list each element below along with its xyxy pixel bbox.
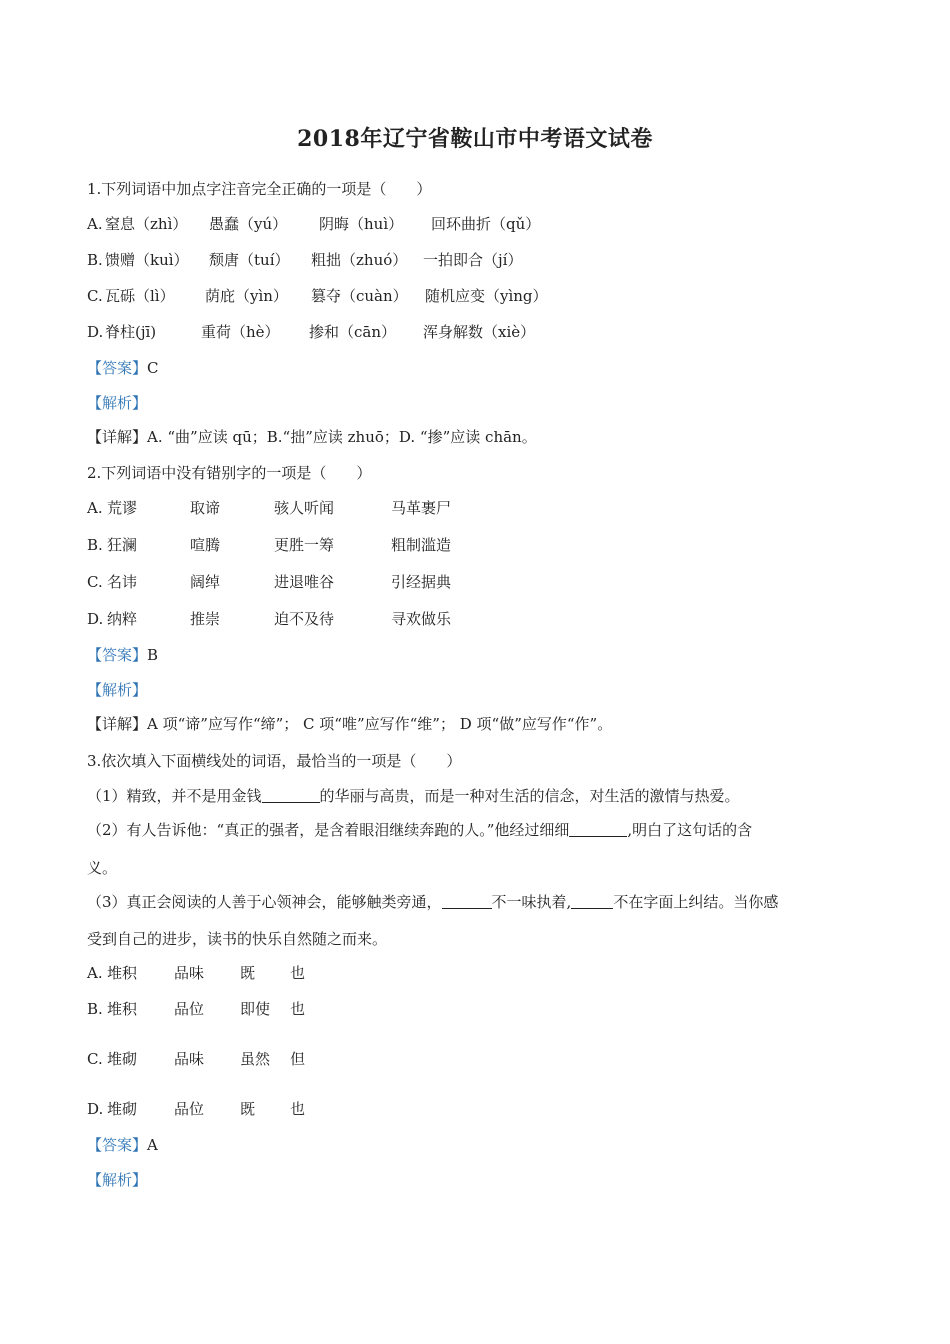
option-item: 堆砌 — [107, 1050, 138, 1068]
question-3-sentence-3-cont: 受到自己的进步，读书的快乐自然随之而来。 — [87, 930, 388, 948]
question-1-detail — [87, 426, 537, 448]
option-item: 引经据典 — [391, 573, 452, 591]
answer-tag: 【答案】 — [87, 646, 148, 664]
option-item: 重荷（hè） — [201, 323, 280, 341]
question-3-stem: 3.依次填入下面横线处的词语，最恰当的一项是（ ） — [87, 752, 462, 770]
option-label: A. — [87, 964, 103, 982]
option-item: 馈赠（kuì） — [105, 251, 189, 269]
option-item: 窒息（zhì） — [105, 215, 188, 233]
option-item: 品味 — [174, 964, 205, 982]
option-item: 喧腾 — [190, 536, 221, 554]
option-item: 愚蠢（yú） — [209, 215, 288, 233]
question-3-sentence-3 — [87, 891, 778, 913]
question-2-analysis-tag: 【解析】 — [87, 681, 148, 699]
answer-value: B — [147, 646, 159, 664]
option-item: 推崇 — [190, 610, 221, 628]
option-item: 回环曲折（qǔ） — [431, 215, 541, 233]
option-item: 但 — [290, 1050, 306, 1068]
option-item: 进退唯谷 — [274, 573, 335, 591]
option-item: 掺和（cān） — [309, 323, 397, 341]
detail-tag: 【详解】 — [87, 715, 148, 733]
option-item: 脊柱(jī) — [105, 323, 157, 341]
question-2-detail — [87, 713, 612, 735]
question-3-sentence-1 — [87, 785, 740, 807]
option-item: 阔绰 — [190, 573, 221, 591]
option-item: 品位 — [174, 1000, 205, 1018]
answer-tag: 【答案】 — [87, 1136, 148, 1154]
option-item: 堆积 — [107, 964, 138, 982]
option-item: 马革裹尸 — [391, 499, 452, 517]
option-item: 也 — [290, 1000, 306, 1018]
question-1-answer — [87, 357, 159, 379]
question-1-stem: 1.下列词语中加点字注音完全正确的一项是（ ） — [87, 180, 432, 198]
sentence-text: 不一味执着, — [491, 893, 572, 911]
option-item: 狂澜 — [107, 536, 138, 554]
question-2-stem: 2.下列词语中没有错别字的一项是（ ） — [87, 464, 372, 482]
answer-value: C — [147, 359, 159, 377]
sentence-text: 不在字面上纠结。当你感 — [613, 893, 779, 911]
option-item: 取谛 — [190, 499, 221, 517]
option-item: 瓦砾（lì） — [105, 287, 175, 305]
option-item: 荒谬 — [107, 499, 138, 517]
option-item: 堆砌 — [107, 1100, 138, 1118]
option-label: D. — [87, 610, 104, 628]
option-item: 颓唐（tuí） — [209, 251, 290, 269]
option-item: 更胜一筹 — [274, 536, 335, 554]
option-label: C. — [87, 287, 103, 305]
fill-blank — [262, 788, 320, 803]
sentence-text: （1）精致，并不是用金钱 — [87, 787, 262, 805]
fill-blank — [571, 894, 613, 909]
option-item: 品位 — [174, 1100, 205, 1118]
fill-blank — [569, 822, 627, 837]
answer-tag: 【答案】 — [87, 359, 148, 377]
option-label: C. — [87, 1050, 103, 1068]
question-3-sentence-2 — [87, 819, 752, 841]
detail-text: A. “曲”应读 qū；B.“拙”应读 zhuō；D. “掺”应读 chān。 — [147, 428, 537, 446]
option-item: 随机应变（yìng） — [425, 287, 548, 305]
option-item: 既 — [240, 964, 256, 982]
option-label: B. — [87, 251, 103, 269]
option-label: C. — [87, 573, 103, 591]
option-item: 篡夺（cuàn） — [311, 287, 408, 305]
option-item: 一拍即合（jí） — [423, 251, 523, 269]
option-item: 即使 — [240, 1000, 271, 1018]
option-item: 名讳 — [107, 573, 138, 591]
option-item: 粗制滥造 — [391, 536, 452, 554]
detail-tag: 【详解】 — [87, 428, 148, 446]
option-item: 荫庇（yìn） — [205, 287, 288, 305]
question-2-answer — [87, 644, 158, 666]
sentence-text: ,明白了这句话的含 — [627, 821, 753, 839]
question-1-analysis-tag: 【解析】 — [87, 394, 148, 412]
option-item: 寻欢做乐 — [391, 610, 452, 628]
option-item: 既 — [240, 1100, 256, 1118]
sentence-text: 的华丽与高贵，而是一种对生活的信念，对生活的激情与热爱。 — [319, 787, 740, 805]
option-item: 堆积 — [107, 1000, 138, 1018]
question-3-analysis-tag: 【解析】 — [87, 1171, 148, 1189]
option-item: 品味 — [174, 1050, 205, 1068]
option-label: B. — [87, 1000, 103, 1018]
detail-text: A 项“谛”应写作“缔”； C 项“唯”应写作“维”； D 项“做”应写作“作”。 — [147, 715, 613, 733]
sentence-text: （2）有人告诉他：“真正的强者，是含着眼泪继续奔跑的人。”他经过细细 — [87, 821, 570, 839]
option-item: 也 — [290, 964, 306, 982]
option-label: D. — [87, 323, 104, 341]
question-3-answer — [87, 1134, 158, 1156]
option-label: A. — [87, 499, 103, 517]
option-item: 粗拙（zhuó） — [311, 251, 408, 269]
fill-blank — [442, 894, 492, 909]
page-title: 2018年辽宁省鞍山市中考语文试卷 — [297, 126, 653, 152]
option-item: 纳粹 — [107, 610, 138, 628]
option-item: 阴晦（huì） — [319, 215, 404, 233]
question-3-sentence-2-cont: 义。 — [87, 859, 118, 877]
option-item: 迫不及待 — [274, 610, 335, 628]
answer-value: A — [147, 1136, 158, 1154]
option-label: B. — [87, 536, 103, 554]
sentence-text: （3）真正会阅读的人善于心领神会，能够触类旁通， — [87, 893, 442, 911]
option-label: D. — [87, 1100, 104, 1118]
option-item: 浑身解数（xiè） — [423, 323, 536, 341]
option-item: 骇人听闻 — [274, 499, 335, 517]
option-item: 虽然 — [240, 1050, 271, 1068]
option-label: A. — [87, 215, 103, 233]
option-item: 也 — [290, 1100, 306, 1118]
